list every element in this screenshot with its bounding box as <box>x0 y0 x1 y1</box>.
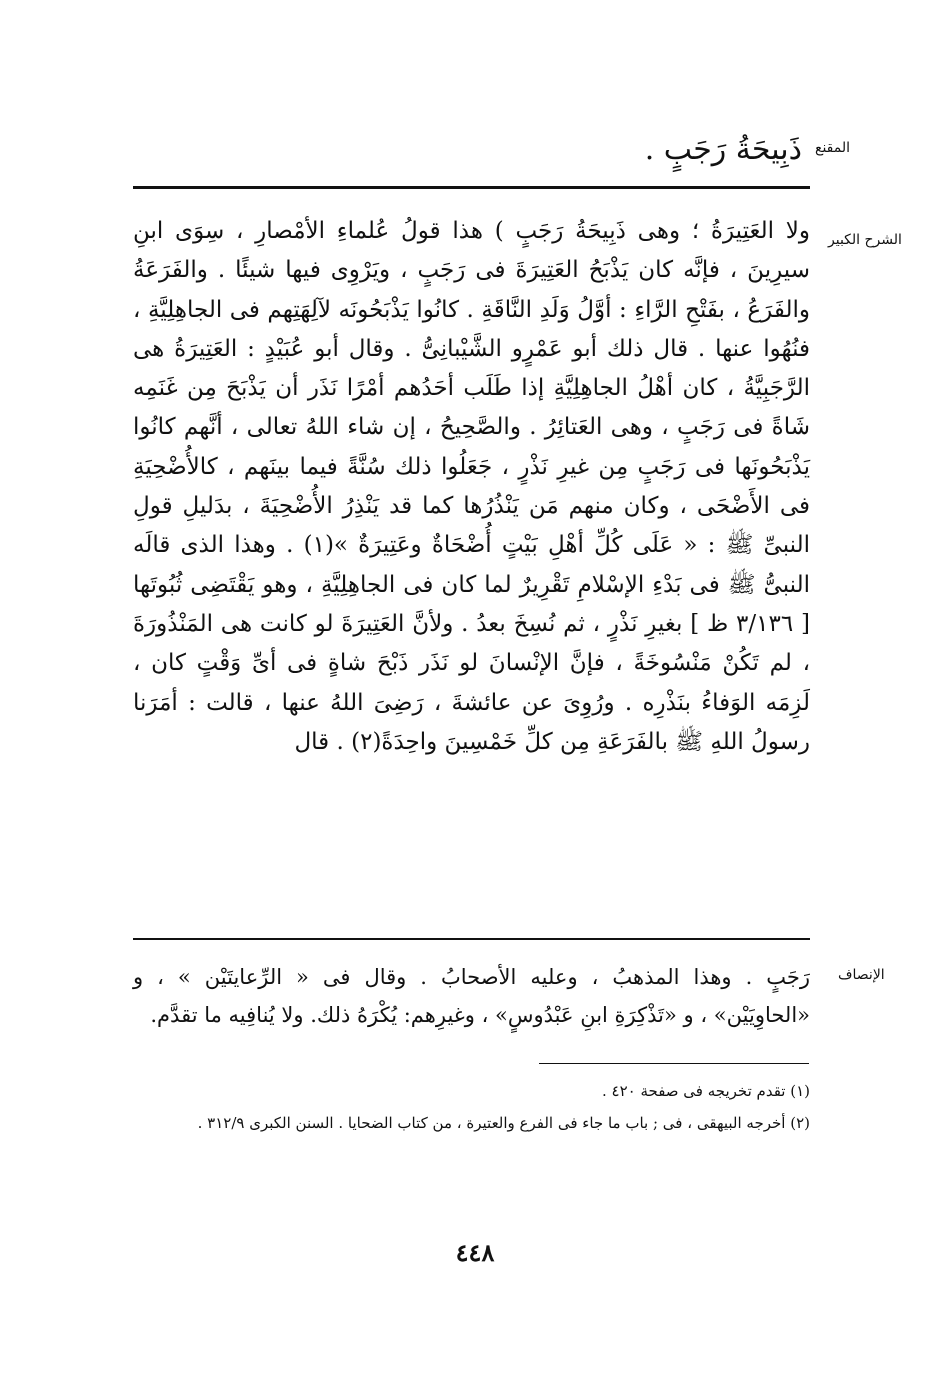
muqni-text: ذَبِيحَةُ رَجَبٍ . <box>644 132 802 167</box>
page-number: ٤٤٨ <box>455 1238 495 1267</box>
sharh-section-label: الشرح الكبير <box>828 232 902 248</box>
footnote-2: (٢) أخرجه البيهقى ، فى ; باب ما جاء فى الفرع والعتيرة ، من كتاب الضحايا . السنن الكبرى ٣١٢/٩ . <box>197 1114 810 1132</box>
footnotes <box>133 1075 810 1139</box>
section-divider-rule <box>133 938 810 940</box>
insaf-section-label: الإنصاف <box>838 967 885 983</box>
header-rule <box>133 186 810 189</box>
insaf-body-text: رَجَبٍ . وهذا المذهبُ ، وعليه الأصحابُ . وقال فى « الرِّعايتَيْن » ، و «الحاوِيَيْن» ، و «تَذْكِرَةِ ابنِ عَبْدُوسٍ» ، وغيرِهم: يُكْرَهُ ذلك. ولا يُنافِيه ما تقدَّم. <box>133 965 810 1027</box>
muqni-section-label: المقنع <box>815 140 851 156</box>
footnote-1: (١) تقدم تخريجه فى صفحة ٤٢٠ . <box>601 1082 810 1100</box>
sharh-body-text: ولا العَتِيرَةُ ؛ وهى ذَبِيحَةُ رَجَبٍ ) هذا قولُ عُلماءِ الأمْصارِ ، سِوَى ابنِ سيرِينَ ، فإنَّه كان يَذْبَحُ العَتِيرَةَ فى رَجَبٍ ، ويَرْوِى فيها شيئًا . والفَرَعَةُ والفَرَعُ ، بفَتْحِ الرَّاءِ : أوَّلُ وَلَدِ النَّاقَةِ . كانُوا يَذْبَحُونَه لآلِهَتِهم فى الجاهِلِيَّةِ ، فنُهُوا عنها . قال ذلك أبو عَمْرٍو الشَّيْبانِىُّ . وقال أبو عُبَيْدٍ : العَتِيرَةُ هى الرَّجَبِيَّةُ ، كان أهْلُ الجاهِلِيَّةِ إذا طَلَب أحَدُهم أمْرًا نَذَر أن يَذْبَحَ مِن غَنَمِه شَاةً فى رَجَبٍ ، وهى العَتائِرُ . والصَّحِيحُ ، إن شاء اللهُ تعالى ، أنَّهم كانُوا يَذْبَحُونَها فى رَجَبٍ مِن غيرِ نَذْرٍ ، جَعَلُوا ذلك سُنَّةً فيما بينَهم ، كالأُضْحِيَةِ فى الأَضْحَى ، وكان منهم مَن يَنْذُرُها كما قد يَنْذِرُ الأُضْحِيَةَ ، بدَليلِ قولِ النبىِّ ﷺ : « عَلَى كُلِّ أهْلِ بَيْتٍ أُضْحَاةٌ وعَتِيرَةٌ »(١) . وهذا الذى قالَه النبىُّ ﷺ فى بَدْءِ الإسْلامِ تَقْرِيرٌ لما كان فى الجاهِلِيَّةِ ، وهو يَقْتَضِى ثُبُوتَها [ ٣/١٣٦ ظ ] بغيرِ نَذْرٍ ، ثم نُسِخَ بعدُ . ولأنَّ العَتِيرَةَ لو كانت هى المَنْذُورَةَ ، لم تَكُنْ مَنْسُوخَةً ، فإنَّ الإنْسانَ لو نَذَر ذَبْحَ شاةٍ فى أىِّ وَقْتٍ كان ، لَزِمَه الوَفاءُ بنَذْرِه . ورُوِىَ عن عائشةَ ، رَضِىَ اللهُ عنها ، قالت : أمَرَنا رسولُ اللهِ ﷺ بالفَرَعَةِ مِن كلِّ خَمْسِينَ واحِدَةً(٢) . قال <box>133 218 810 755</box>
footnote-rule <box>539 1063 809 1064</box>
